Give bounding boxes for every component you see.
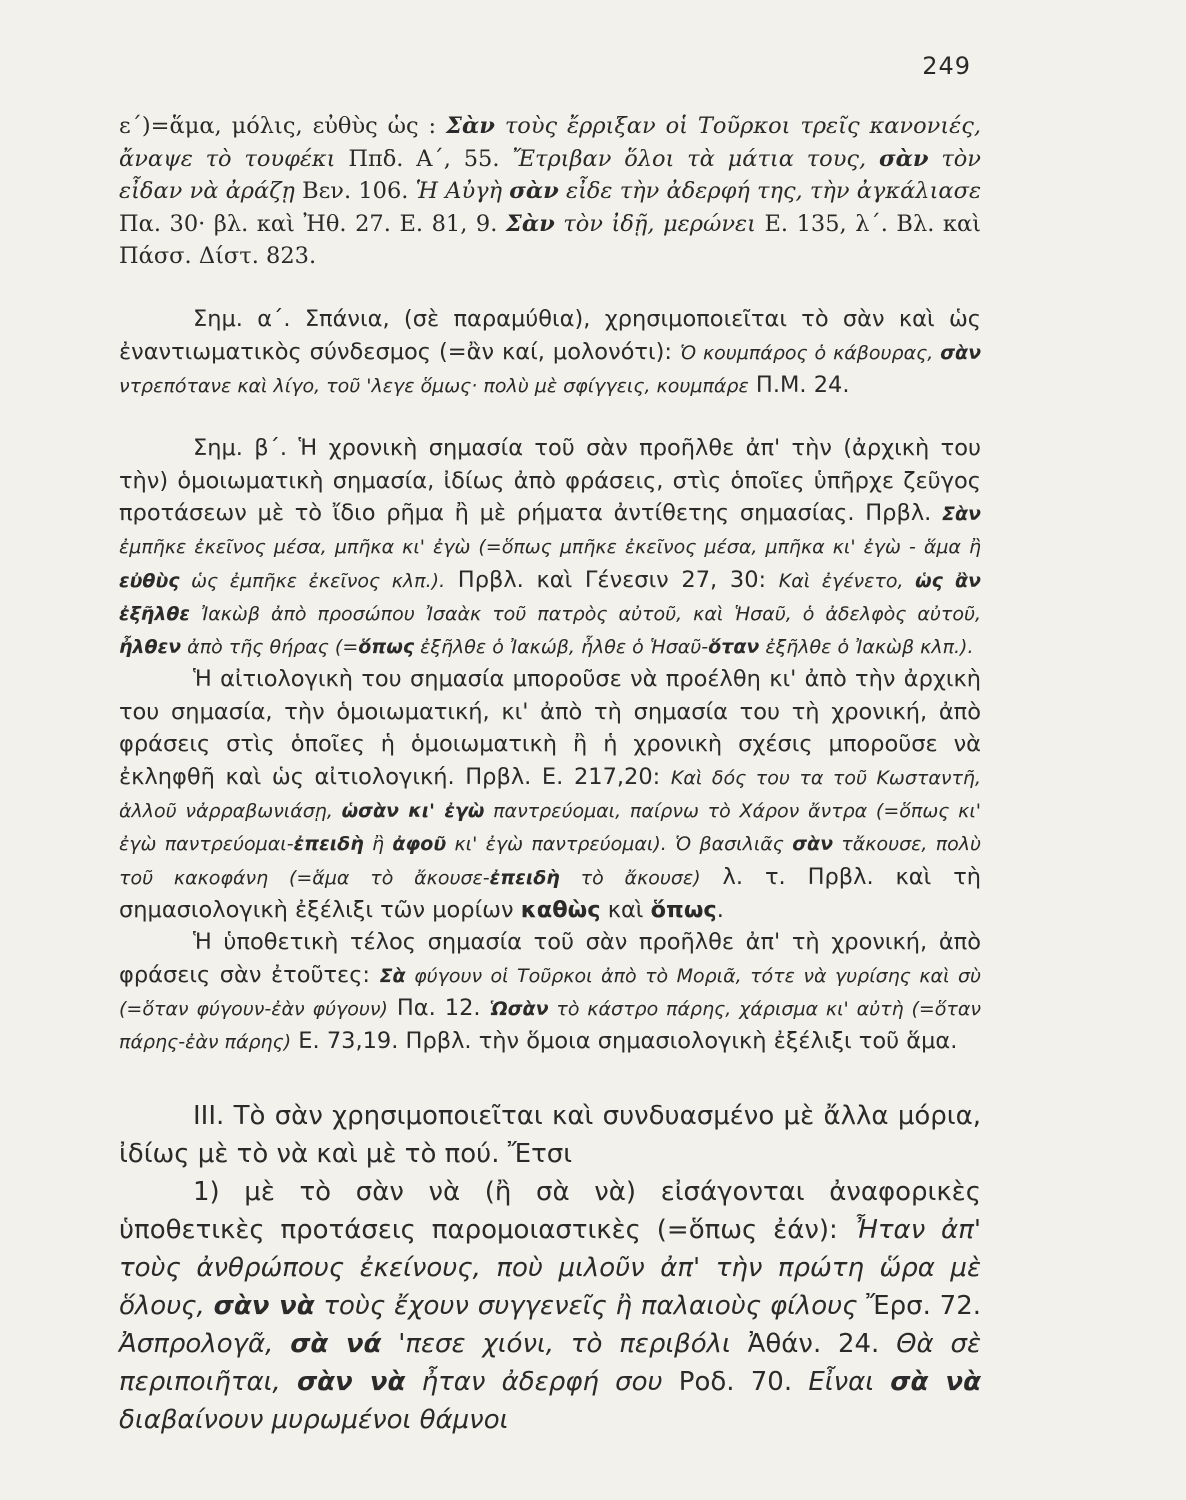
emphasis: Σὰν [446,113,495,139]
citation: Ππδ. Α΄, 55. [335,145,513,172]
emphasis: ὡσὰν κι' ἐγὼ [341,800,485,823]
example-quote: ὡς ἐμπῆκε ἐκεῖνος κλπ.). [179,569,446,592]
citation: Π.Μ. 24. [748,371,850,398]
citation: Βεν. 106. [294,178,416,205]
example-quote: τὸν εἶδαν νὰ ἀράζῃ [119,145,981,205]
text-run: Ἡ αἰτιολογικὴ του σημασία μποροῦσε νὰ προέλθη κι' ἀπὸ τὴν ἀρχικὴ του σημασία, τὴν ὁμοιωματική, κι' ἀπὸ τὴ σημασία του τὴ χρονική, ἀπὸ φράσεις στὶς ὁποῖες ἡ ὁμοιωματικὴ ἢ ἡ χρονικὴ σχέσις μποροῦσε νὰ ἐκληφθῆ καὶ ὡς αἰτιολογική. Πρβλ. Ε. 217,20: [119,666,981,790]
example-quote: τἄκουσε, πολὺ τοῦ κακοφάνη (=ἅμα τὸ ἄκουσε- [119,833,982,889]
example-quote: κι' ἐγὼ παντρεύομαι). Ὁ βασιλιᾶς [446,833,793,856]
text-run: Σημ. β΄. Ἡ χρονικὴ σημασία τοῦ σὰν προῆλθε ἀπ' τὴν (ἀρχικὴ του τὴν) ὁμοιωματικὴ σημασία, ἰδίως ἀπὸ φράσεις, στὶς ὁποῖες ὑπῆρχε ζεῦγος προτάσεων μὲ τὸ ἴδιο ρῆμα ἢ μὲ ρήματα ἀντίθετης σημασίας. Πρβλ. [119,434,981,527]
example-quote: Καὶ ἐγένετο, [778,569,916,592]
example-quote: ντρεπότανε καὶ λίγο, τοῦ 'λεγε ὅμως· πολὺ μὲ σφίγγεις, κουμπάρε [119,374,749,397]
note-a [119,303,981,402]
example-quote: ἐμπῆκε ἐκεῖνος μέσα, μπῆκα κι' ἐγὼ (=ὅπως μπῆκε ἐκεῖνος μέσα, μπῆκα κι' ἐγὼ - ἅμα ἢ [119,536,981,559]
emphasis: σὰ νά [290,1328,382,1359]
emphasis: Σὰν [942,503,981,526]
example-quote: ἢ [363,833,393,856]
conditional-paragraph [119,926,981,1058]
citation: Πα. 12. [387,995,490,1022]
example-quote: Εἶναι [808,1366,891,1397]
emphasis: ἐπειδὴ [293,833,364,856]
emphasis: ἐπειδὴ [489,866,560,889]
example-quote: εἶδε τὴν ἀδερφή της, τὴν ἀγκάλιασε [558,178,982,205]
text-run: Ἡ ὑποθετικὴ τέλος σημασία τοῦ σὰν προῆλθε ἀπ' τὴ χρονική, ἀπὸ φράσεις σὰν ἐτοῦτες: [119,929,981,988]
example-quote: Ὁ κουμπάρος ὁ κάβουρας, [679,341,941,364]
emphasis: Σὰ [379,964,406,987]
emphasis: καθὼς [520,896,601,923]
example-quote: τὸν ἰδῇ, μερώνει [554,210,756,237]
emphasis: σὰ νὰ [890,1366,981,1397]
text-run: ε΄)=ἅμα, μόλις, εὐθὺς ὡς : [119,113,447,139]
emphasis: σὰν νὰ [213,1290,315,1321]
emphasis: ἀφοῦ [392,833,447,856]
body-text [119,110,981,1439]
emphasis: σὰν [878,145,929,172]
citation: λ. τ. Πρβλ. καὶ τὴ σημασιολογικὴ ἐξέλιξι τῶν μορίων [119,863,981,923]
page-number: 249 [922,52,971,80]
citation: Ἔρσ. 72. [857,1290,981,1321]
emphasis: ὅταν [708,635,760,658]
emphasis: σὰν νὰ [296,1366,406,1397]
example-quote: Ἡ Αὐγὴ [415,178,510,205]
emphasis: ὅπως [358,635,415,658]
emphasis: ὅπως [650,896,717,923]
citation: Πρβλ. καὶ Γένεσιν 27, 30: [445,566,779,593]
example-quote: τοὺς ἔρριξαν οἱ Τοῦρκοι τρεῖς κανονιές, ἄναψε τὸ τουφέκι [119,113,981,172]
emphasis: εὐθὺς [119,569,180,592]
citation: Πα. 30· βλ. καὶ Ἠθ. 27. Ε. 81, 9. [119,210,506,237]
citation: Ἀθάν. 24. [730,1328,897,1359]
example-quote: Ἰακὼβ ἀπὸ προσώπου Ἰσαὰκ τοῦ πατρὸς αὐτοῦ, καὶ Ἡσαῦ, ὁ ἀδελφὸς αὐτοῦ, [189,602,981,625]
emphasis: σὰν [940,341,982,364]
citation: Ε. 135, λ΄. Βλ. καὶ Πάσσ. Δίστ. 823. [119,210,981,270]
note-b [119,432,981,663]
emphasis: σὰν [792,833,834,856]
example-quote: 'πεσε χιόνι, τὸ περιβόλι [381,1328,731,1359]
example-quote: τὸ κάστρο πάρης, χάρισμα κι' αὐτὴ (=ὅταν πάρης-ἐὰν πάρης) [119,998,981,1054]
emphasis: Σὰν [505,210,555,237]
example-quote: παντρεύομαι, παίρνω τὸ Χάρον ἄντρα (=ὅπως κι' ἐγὼ παντρεύομαι- [119,800,981,856]
emphasis: ἐξῆλθε [119,602,190,625]
causal-paragraph [119,663,981,926]
example-quote: Θὰ σὲ περιποιῆται, [119,1328,981,1397]
example-quote: Καὶ δός του τα τοῦ Κωσταντῆ, ἀλλοῦ νἀρραβωνιάσῃ, [119,766,981,823]
citation: Ροδ. 70. [662,1366,809,1397]
example-quote: τοὺς ἔχουν συγγενεῖς ἢ παλαιοὺς φίλους [314,1290,858,1321]
emphasis: Ὡσὰν [489,998,549,1021]
item-1 [119,1173,981,1439]
example-quote: Ἔτριβαν ὅλοι τὰ μάτια τους, [512,145,879,172]
example-quote: ἦταν ἀδερφή σου [405,1366,663,1397]
text-run: καὶ [600,896,651,923]
text-run: . [716,896,724,923]
section-iii: III. Τὸ σὰν χρησιμοποιεῖται καὶ συνδυασμένο μὲ ἄλλα μόρια, ἰδίως μὲ τὸ νὰ καὶ μὲ τὸ πού. Ἔτσι [119,1100,981,1169]
example-quote: Ἀσπρολογᾶ, [119,1328,291,1359]
text-run: Σημ. α΄. Σπάνια, (σὲ παραμύθια), χρησιμοποιεῖται τὸ σὰν καὶ ὡς ἐναντιωματικὸς σύνδεσμος (=ἂν καί, μολονότι): [119,305,981,365]
paragraph-e [119,110,981,273]
emphasis: σὰν [509,178,559,205]
example-quote: ἐξῆλθε ὁ Ἰακώβ, ἦλθε ὁ Ἡσαῦ- [414,635,709,658]
example-quote: διαβαίνουν μυρωμένοι θάμνοι [119,1404,509,1435]
emphasis: ἦλθεν [119,635,182,658]
citation: Ε. 73,19. Πρβλ. τὴν ὅμοια σημασιολογικὴ ἐξέλιξι τοῦ ἅμα. [291,1028,958,1055]
example-quote: φύγουν οἱ Τοῦρκοι ἀπὸ τὸ Μοριᾶ, τότε νὰ γυρίσης καὶ σὺ (=ὅταν φύγουν-ἐὰν φύγουν) [119,964,981,1021]
example-quote: ἀπὸ τῆς θήρας (= [181,635,359,658]
example-quote: ἐξῆλθε ὁ Ἰακὼβ κλπ.). [759,635,974,658]
example-quote: Ἦταν ἀπ' τοὺς ἀνθρώπους ἐκείνους, ποὺ μιλοῦν ἀπ' τὴν πρώτη ὥρα μὲ ὅλους, [119,1214,981,1321]
emphasis: ὡς ἂν [915,569,982,592]
text-run: 1) μὲ τὸ σὰν νὰ (ἢ σὰ νὰ) εἰσάγονται ἀναφορικὲς ὑποθετικὲς προτάσεις παρομοιαστικὲς (=ὅπως ἐάν): [119,1176,981,1245]
example-quote: τὸ ἄκουσε) [559,866,701,889]
